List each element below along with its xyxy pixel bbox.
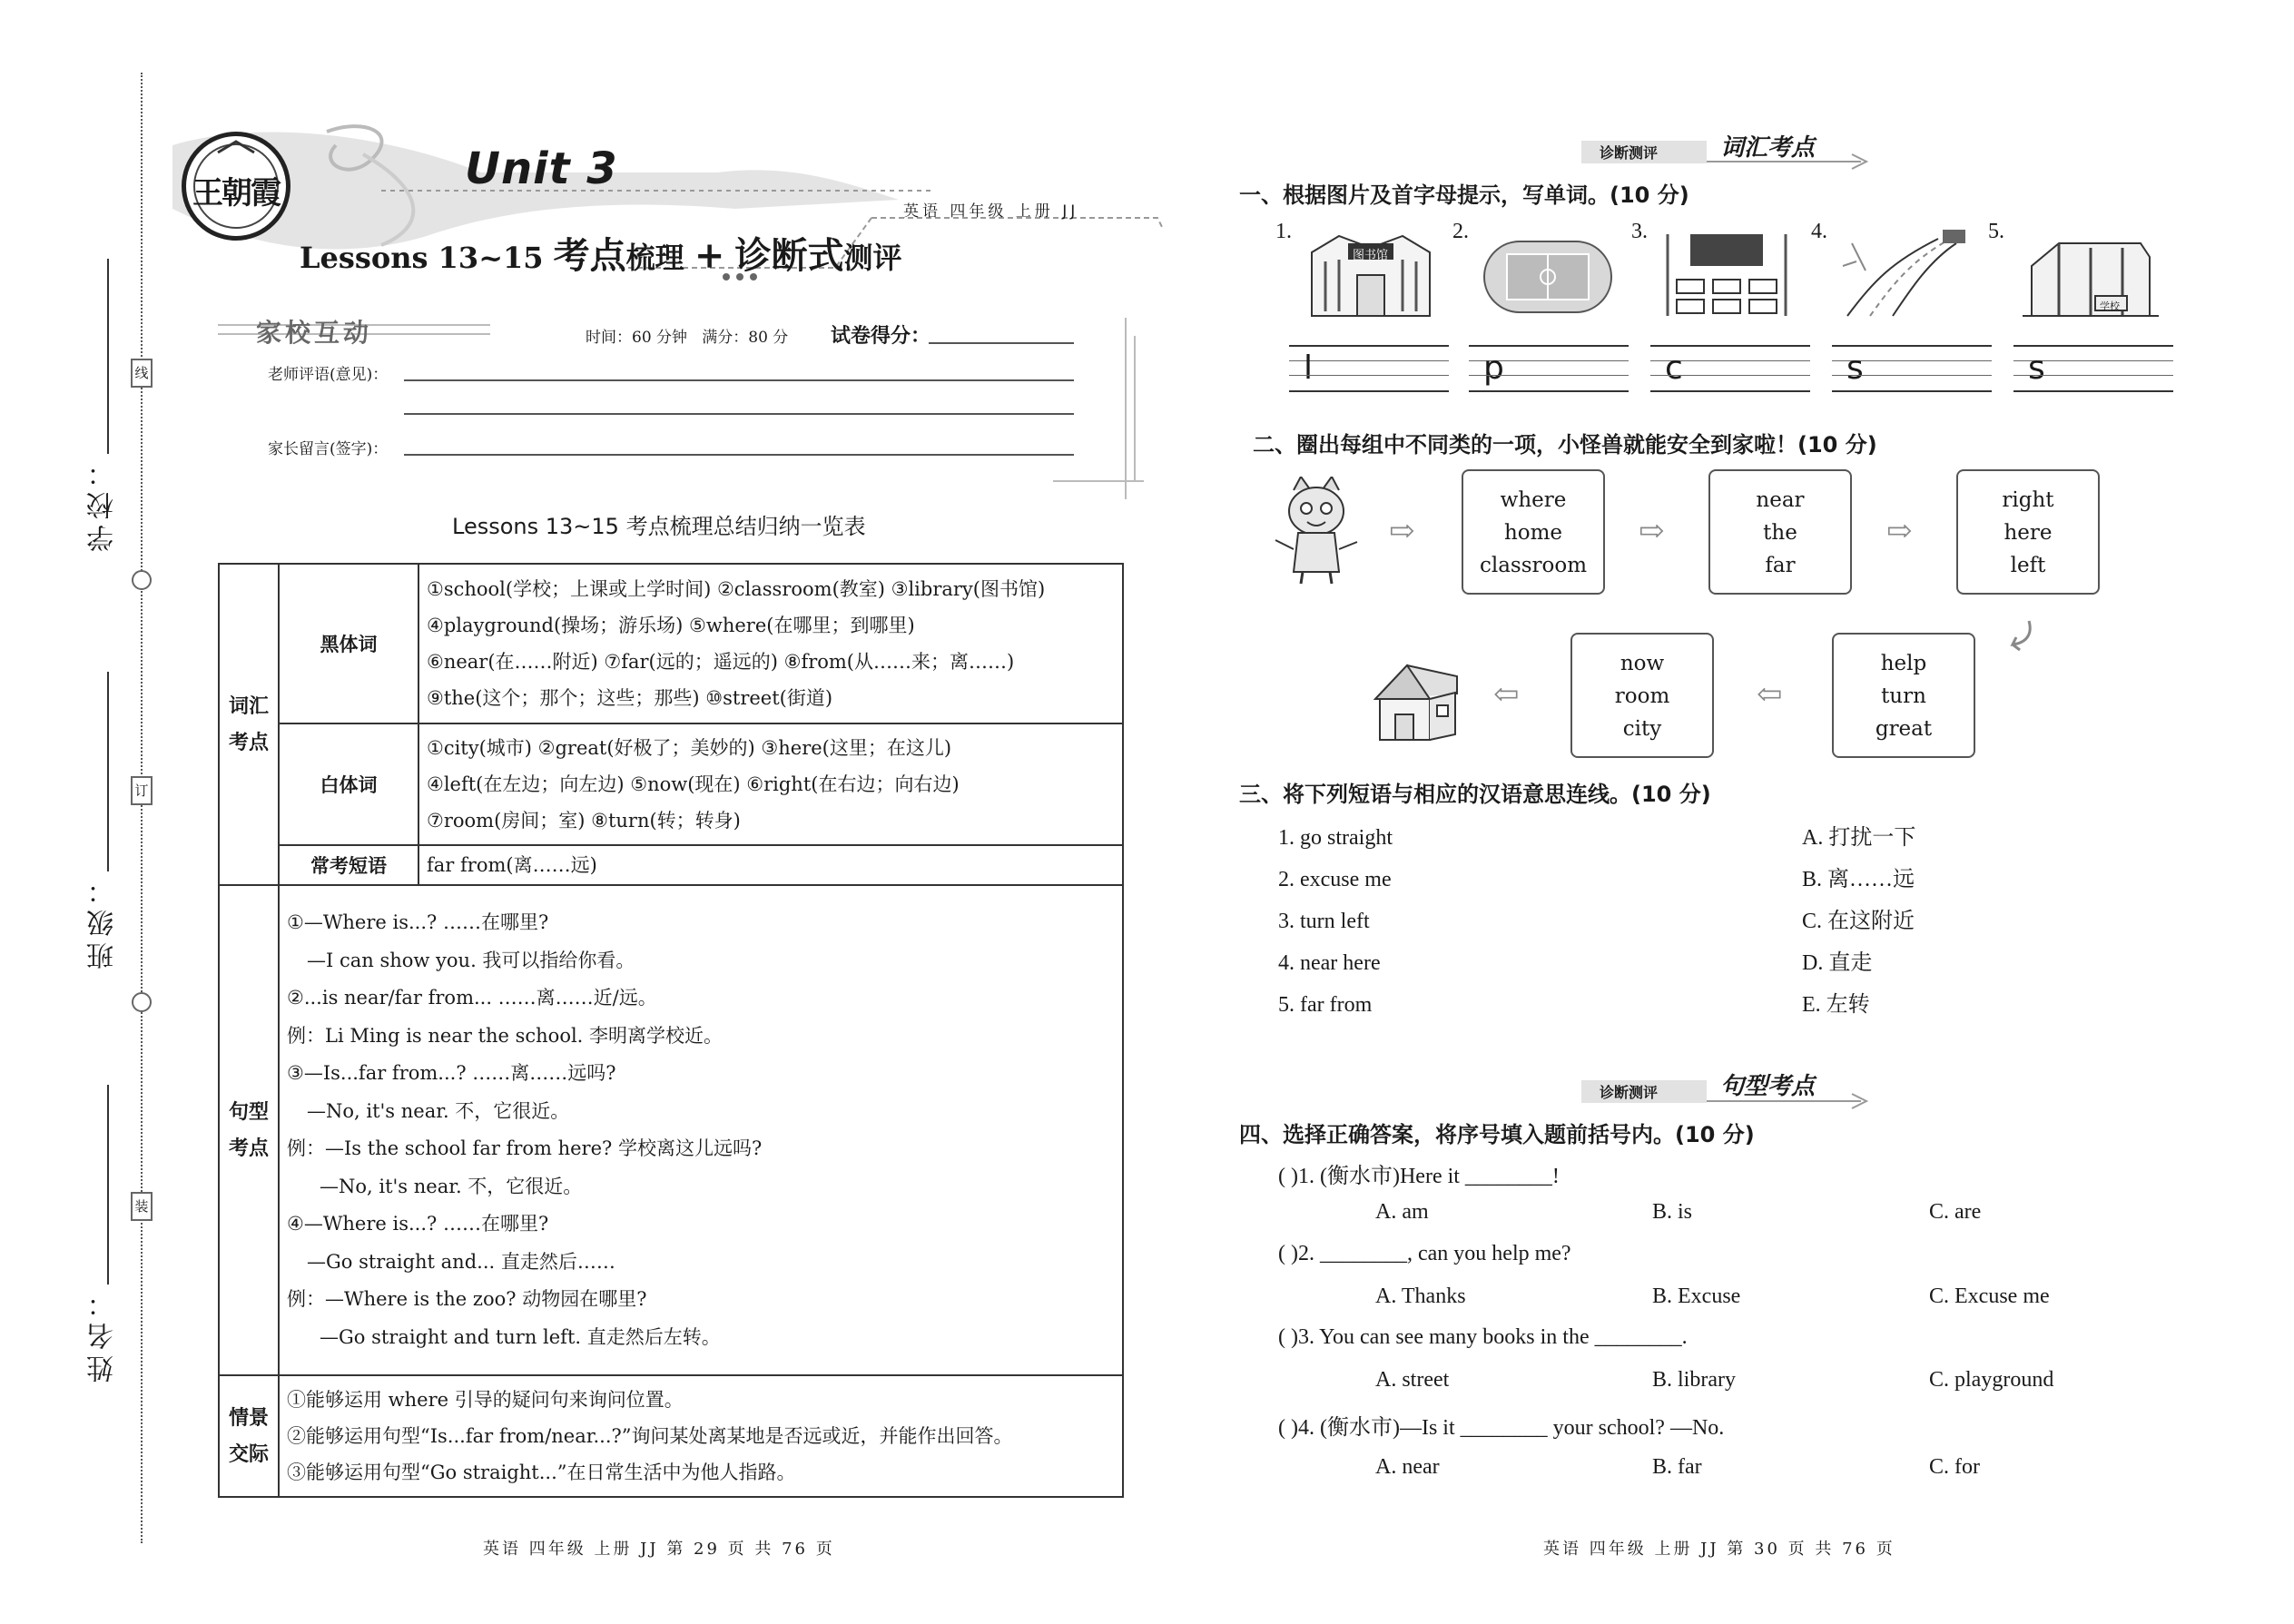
word-option[interactable]: home bbox=[1503, 521, 1563, 545]
option-b[interactable]: B. far bbox=[1652, 1455, 1702, 1479]
option-a[interactable]: A. near bbox=[1375, 1455, 1440, 1479]
word-line: ⑦room(房间；室) ⑧turn(转；转身) bbox=[427, 810, 741, 832]
word-group-3[interactable] bbox=[1956, 469, 2100, 595]
situation-category bbox=[219, 1375, 279, 1497]
word-option[interactable]: now bbox=[1620, 652, 1665, 675]
word-option[interactable]: left bbox=[2010, 554, 2046, 577]
q1-item-number: 5. bbox=[1988, 220, 2004, 243]
phrase-item[interactable]: 2. excuse me bbox=[1278, 868, 1392, 891]
option-a[interactable]: A. street bbox=[1375, 1368, 1450, 1392]
answer-line-1[interactable] bbox=[1289, 345, 1449, 392]
time-text: 时间：60 分钟 bbox=[586, 329, 688, 347]
q3-heading: 三、将下列短语与相应的汉语意思连线。(10 分) bbox=[1239, 782, 1711, 807]
option-c[interactable]: C. playground bbox=[1929, 1368, 2054, 1392]
q4-question-3: ( )3. You can see many books in the ________. bbox=[1278, 1325, 1688, 1349]
arrow-right-icon: ⇨ bbox=[1389, 513, 1415, 549]
footer-left: 英语 四年级 上册 JJ 第 29 页 共 76 页 bbox=[483, 1540, 835, 1559]
library-picture bbox=[1303, 225, 1439, 325]
vocab-section-title: 词汇考点 bbox=[1720, 134, 1816, 162]
title-plus: + bbox=[694, 234, 725, 277]
sentence-line: —Go straight and turn left. 直走然后左转。 bbox=[320, 1325, 721, 1348]
option-c[interactable]: C. are bbox=[1929, 1200, 1982, 1224]
phrase-item[interactable]: 4. near here bbox=[1278, 951, 1381, 975]
binding-mark-ding: 订 bbox=[131, 776, 153, 805]
q4-question-2: ( )2. ________, can you help me? bbox=[1278, 1242, 1571, 1265]
house-icon bbox=[1366, 658, 1466, 744]
name-label: 姓名： bbox=[87, 1284, 119, 1383]
title-zhenduanshi: 诊断式 bbox=[734, 234, 844, 277]
monster-icon bbox=[1266, 477, 1366, 586]
exam-time bbox=[586, 324, 788, 347]
word-option[interactable]: here bbox=[2004, 521, 2053, 545]
playground-picture bbox=[1480, 225, 1616, 325]
summary-table bbox=[218, 563, 1124, 1498]
hint-letter: c bbox=[1665, 349, 1683, 387]
school-sign: 学校 bbox=[2100, 300, 2120, 312]
parent-remark-field[interactable] bbox=[404, 454, 1074, 456]
word-line: ⑥near(在……附近) ⑦far(远的；遥远的) ⑧from(从……来；离……) bbox=[427, 651, 1015, 673]
phrase-item[interactable]: 3. turn left bbox=[1278, 910, 1370, 933]
answer-line-5[interactable] bbox=[2013, 345, 2173, 392]
arrow-left-icon: ⇦ bbox=[1493, 676, 1520, 713]
grade-tag: 英语 四年级 上册 JJ bbox=[903, 202, 1079, 221]
situation-line: ①能够运用 where 引导的疑问句来询问位置。 bbox=[287, 1389, 684, 1411]
arrow-turn-icon bbox=[2002, 617, 2038, 654]
word-option[interactable]: help bbox=[1880, 652, 1927, 675]
phrase-item[interactable]: 1. go straight bbox=[1278, 826, 1393, 850]
meaning-item[interactable]: A. 打扰一下 bbox=[1802, 826, 1916, 850]
answer-line-3[interactable] bbox=[1650, 345, 1810, 392]
vocab-section-tag: 诊断测评 bbox=[1600, 144, 1659, 162]
q1-item-number: 1. bbox=[1275, 220, 1292, 243]
word-group-2[interactable] bbox=[1708, 469, 1852, 595]
word-option[interactable]: the bbox=[1763, 521, 1797, 545]
vocab-category bbox=[219, 564, 279, 885]
q4-heading: 四、选择正确答案，将序号填入题前括号内。(10 分) bbox=[1239, 1122, 1755, 1147]
word-option[interactable]: near bbox=[1756, 488, 1805, 512]
summary-title: Lessons 13~15 考点梳理总结归纳一览表 bbox=[452, 514, 866, 539]
meaning-item[interactable]: E. 左转 bbox=[1802, 993, 1870, 1017]
word-group-4[interactable] bbox=[1832, 633, 1975, 758]
sentence-cat-line: 考点 bbox=[228, 1137, 269, 1160]
q1-item-number: 3. bbox=[1631, 220, 1648, 243]
q1-heading: 一、根据图片及首字母提示，写单词。(10 分) bbox=[1239, 182, 1689, 208]
word-option[interactable]: far bbox=[1765, 554, 1796, 577]
score-label: 试卷得分： bbox=[831, 325, 931, 348]
score-field[interactable] bbox=[929, 342, 1074, 344]
hint-letter: l bbox=[1304, 349, 1314, 387]
word-line: ④left(在左边；向左边) ⑤now(现在) ⑥right(在右边；向右边) bbox=[427, 773, 960, 795]
hint-letter: s bbox=[2028, 349, 2045, 387]
hint-letter: s bbox=[1846, 349, 1864, 387]
meaning-item[interactable]: C. 在这附近 bbox=[1802, 910, 1915, 933]
situation-cat-line: 情景 bbox=[228, 1406, 269, 1430]
sentence-cat-line: 句型 bbox=[228, 1100, 269, 1124]
school-picture bbox=[2023, 225, 2159, 325]
title-kaodian: 考点 bbox=[553, 234, 626, 277]
class-label: 班级： bbox=[87, 871, 119, 969]
sentence-section-title: 句型考点 bbox=[1720, 1073, 1816, 1100]
word-group-1[interactable] bbox=[1462, 469, 1605, 595]
sentence-line: ③—Is...far from...? ……离……远吗? bbox=[287, 1062, 616, 1084]
q4-question-4: ( )4. (衡水市)—Is it ________ your school? —No. bbox=[1278, 1416, 1725, 1440]
word-option[interactable]: right bbox=[2002, 488, 2054, 512]
q1-item-number: 2. bbox=[1452, 220, 1469, 243]
sentence-cell bbox=[279, 885, 1123, 1375]
word-option[interactable]: city bbox=[1622, 717, 1662, 741]
sentence-line: ④—Where is...? ……在哪里? bbox=[287, 1213, 549, 1235]
teacher-remark-label: 老师评语(意见)： bbox=[268, 366, 389, 384]
vocab-cat-line: 考点 bbox=[228, 731, 269, 754]
bold-words-label: 黑体词 bbox=[279, 564, 418, 723]
arrow-right-icon: ⇨ bbox=[1886, 513, 1913, 549]
word-option[interactable]: classroom bbox=[1479, 554, 1588, 577]
word-option[interactable]: turn bbox=[1881, 684, 1926, 708]
title-ceping: 测评 bbox=[843, 241, 902, 275]
sentence-line: —No, it's near. 不，它很近。 bbox=[307, 1099, 570, 1122]
word-line: ⑨the(这个；那个；这些；那些) ⑩street(街道) bbox=[427, 687, 833, 709]
meaning-item[interactable]: D. 直走 bbox=[1802, 951, 1873, 975]
phrase-cell: far from(离……远) bbox=[418, 845, 1123, 885]
sentence-line: 例：—Is the school far from here? 学校离这儿远吗? bbox=[287, 1137, 763, 1159]
binding-hole bbox=[132, 570, 152, 590]
sentence-section-tag: 诊断测评 bbox=[1600, 1084, 1659, 1101]
hint-letter: p bbox=[1483, 349, 1504, 387]
brand-logo bbox=[182, 132, 290, 241]
parent-remark-label: 家长留言(签字)： bbox=[268, 440, 389, 458]
sentence-line: ①—Where is...? ……在哪里? bbox=[287, 911, 549, 933]
classroom-picture bbox=[1659, 225, 1795, 325]
sentence-line: —I can show you. 我可以指给你看。 bbox=[307, 949, 635, 971]
binding-mark-xian: 线 bbox=[131, 359, 153, 388]
q3-right-list bbox=[1802, 817, 1915, 1026]
word-option[interactable]: great bbox=[1875, 717, 1933, 741]
full-score-text: 满分：80 分 bbox=[702, 329, 789, 347]
binding-dotted-line bbox=[141, 73, 143, 1543]
logo-text: 王朝霞 bbox=[192, 175, 280, 212]
sentence-line: —Go straight and... 直走然后…… bbox=[307, 1250, 615, 1273]
phrase-label: 常考短语 bbox=[279, 845, 418, 885]
unit-title: Unit 3 bbox=[465, 143, 618, 194]
option-a[interactable]: A. am bbox=[1375, 1200, 1429, 1224]
q1-item-number: 4. bbox=[1811, 220, 1827, 243]
option-c[interactable]: C. Excuse me bbox=[1929, 1284, 2050, 1308]
bold-words-cell bbox=[418, 564, 1123, 723]
word-line: ④playground(操场；游乐场) ⑤where(在哪里；到哪里) bbox=[427, 615, 915, 636]
lesson-range: Lessons 13~15 bbox=[300, 241, 544, 275]
answer-line-2[interactable] bbox=[1469, 345, 1629, 392]
street-picture bbox=[1838, 225, 1974, 325]
binding-hole bbox=[132, 992, 152, 1012]
word-option[interactable]: room bbox=[1614, 684, 1670, 708]
option-c[interactable]: C. for bbox=[1929, 1455, 1980, 1479]
vocab-cat-line: 词汇 bbox=[228, 694, 269, 718]
q3-left-list bbox=[1278, 817, 1393, 1026]
q2-heading: 二、圈出每组中不同类的一项，小怪兽就能安全到家啦！(10 分) bbox=[1253, 432, 1877, 458]
situation-line: ②能够运用句型“Is...far from/near...?”询问某处离某地是否远或近，并能作出回答。 bbox=[287, 1425, 1013, 1447]
sentence-line: ②...is near/far from... ……离……近/远。 bbox=[287, 987, 657, 1009]
word-line: ①school(学校；上课或上学时间) ②classroom(教室) ③library(图书馆) bbox=[427, 578, 1046, 600]
situation-cell bbox=[279, 1375, 1123, 1497]
option-b[interactable]: B. is bbox=[1652, 1200, 1693, 1224]
situation-cat-line: 交际 bbox=[228, 1442, 269, 1466]
option-b[interactable]: B. Excuse bbox=[1652, 1284, 1741, 1308]
situation-line: ③能够运用句型“Go straight...”在日常生活中为他人指路。 bbox=[287, 1462, 796, 1483]
teacher-remark-field[interactable] bbox=[404, 379, 1074, 381]
title-shuli: 梳理 bbox=[625, 241, 684, 275]
school-field[interactable] bbox=[107, 259, 109, 454]
option-a[interactable]: A. Thanks bbox=[1375, 1284, 1466, 1308]
home-school-badge: 家校互动 bbox=[256, 318, 373, 348]
word-option[interactable]: where bbox=[1500, 488, 1567, 512]
sentence-line: 例：Li Ming is near the school. 李明离学校近。 bbox=[287, 1024, 724, 1047]
white-words-cell bbox=[418, 723, 1123, 845]
lesson-title bbox=[300, 227, 902, 279]
binding-mark-zhuang: 装 bbox=[131, 1192, 153, 1221]
sentence-line: —No, it's near. 不，它很近。 bbox=[320, 1175, 583, 1197]
school-label: 学校： bbox=[87, 454, 119, 552]
option-b[interactable]: B. library bbox=[1652, 1368, 1736, 1392]
library-sign: 图书馆 bbox=[1353, 249, 1389, 262]
meaning-item[interactable]: B. 离……远 bbox=[1802, 868, 1915, 891]
sentence-category bbox=[219, 885, 279, 1375]
word-group-5[interactable] bbox=[1570, 633, 1714, 758]
q4-question-1: ( )1. (衡水市)Here it ________! bbox=[1278, 1165, 1560, 1188]
teacher-remark-field-2[interactable] bbox=[404, 413, 1074, 415]
white-words-label: 白体词 bbox=[279, 723, 418, 845]
class-field[interactable] bbox=[107, 672, 109, 871]
footer-right: 英语 四年级 上册 JJ 第 30 页 共 76 页 bbox=[1543, 1540, 1895, 1559]
word-line: ①city(城市) ②great(好极了；美妙的) ③here(这里；在这儿) bbox=[427, 737, 952, 759]
name-field[interactable] bbox=[107, 1085, 109, 1284]
answer-line-4[interactable] bbox=[1832, 345, 1992, 392]
phrase-item[interactable]: 5. far from bbox=[1278, 993, 1373, 1017]
arrow-right-icon: ⇨ bbox=[1639, 513, 1665, 549]
sentence-line: 例：—Where is the zoo? 动物园在哪里? bbox=[287, 1288, 647, 1310]
arrow-left-icon: ⇦ bbox=[1757, 676, 1783, 713]
